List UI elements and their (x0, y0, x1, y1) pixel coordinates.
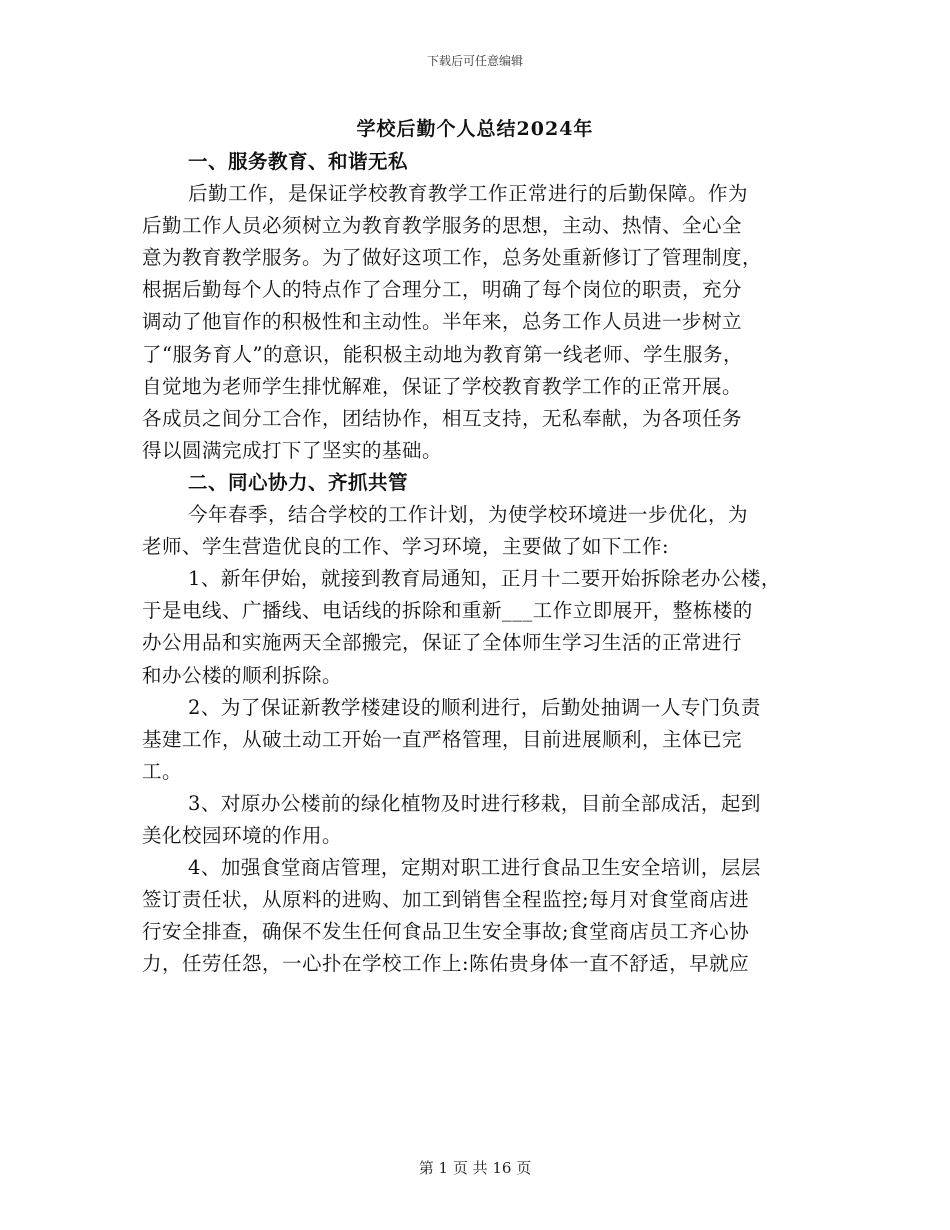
page-footer-number: 第 1 页 共 16 页 (418, 1159, 532, 1177)
paragraph-line: 老师、学生营造优良的工作、学习环境，主要做了如下工作: (142, 535, 670, 559)
paragraph-line: 得以圆满完成打下了坚实的基础。 (142, 438, 443, 462)
section-heading: 二、同心协力、齐抓共管 (188, 470, 409, 494)
paragraph-line: 今年春季，结合学校的工作计划，为使学校环境进一步优化，为 (188, 503, 749, 527)
paragraph-line: 各成员之间分工合作，团结协作，相互支持，无私奉献，为各项任务 (142, 406, 743, 430)
paragraph-line: 签订责任状，从原料的进购、加工到销售全程监控;每月对食堂商店进 (142, 888, 750, 912)
paragraph-line: 调动了他盲作的积极性和主动性。半年来，总务工作人员进一步树立 (142, 310, 743, 334)
document-title: 学校后勤个人总结2024年 (356, 118, 594, 140)
paragraph-line: 行安全排查，确保不发生任何食品卫生安全事故;食堂商店员工齐心协 (142, 920, 750, 944)
paragraph-line: 1、新年伊始，就接到教育局通知，正月十二要开始拆除老办公楼， (188, 567, 781, 591)
paragraph-line: 自觉地为老师学生排忧解难，保证了学校教育教学工作的正常开展。 (142, 374, 743, 398)
section-heading: 一、服务教育、和谐无私 (188, 150, 409, 173)
paragraph-line: 了“服务育人”的意识，能积极主动地为教育第一线老师、学生服务， (142, 342, 743, 366)
document-body (142, 146, 822, 980)
paragraph-line: 力，任劳任怨，一心扑在学校工作上:陈佑贵身体一直不舒适，早就应 (142, 952, 750, 976)
paragraph-line: 意为教育教学服务。为了做好这项工作，总务处重新修订了管理制度， (142, 246, 763, 270)
paragraph-line: 工。 (142, 759, 183, 783)
paragraph-line: 美化校园环境的作用。 (142, 823, 343, 847)
paragraph-line: 后勤工作人员必须树立为教育教学服务的思想，主动、热情、全心全 (142, 214, 743, 238)
paragraph-line: 4、加强食堂商店管理，定期对职工进行食品卫生安全培训，层层 (188, 856, 761, 880)
paragraph-line: 基建工作，从破土动工开始一直严格管理，目前进展顺利，主体已完 (142, 727, 743, 751)
paragraph-line: 2、为了保证新教学楼建设的顺利进行，后勤处抽调一人专门负责 (188, 695, 761, 719)
paragraph-line: 于是电线、广播线、电话线的拆除和重新___工作立即展开，整栋楼的 (142, 599, 753, 623)
paragraph-line: 根据后勤每个人的特点作了合理分工，明确了每个岗位的职责，充分 (142, 278, 743, 302)
paragraph-line: 办公用品和实施两天全部搬完，保证了全体师生学习生活的正常进行 (142, 631, 743, 655)
page-header-note: 下载后可任意编辑 (426, 54, 523, 68)
paragraph-line: 和办公楼的顺利拆除。 (142, 663, 343, 687)
paragraph-line: 3、对原办公楼前的绿化植物及时进行移栽，目前全部成活，起到 (188, 791, 761, 815)
paragraph-line: 后勤工作，是保证学校教育教学工作正常进行的后勤保障。作为 (188, 182, 749, 206)
